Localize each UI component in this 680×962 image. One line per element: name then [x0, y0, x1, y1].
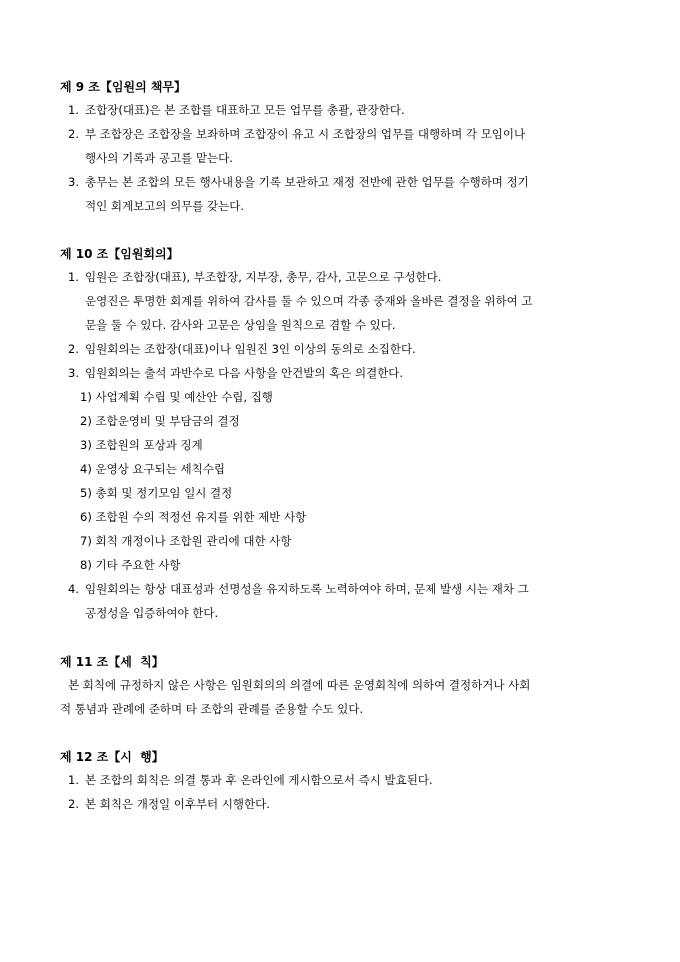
item-text: 본 회칙은 개정일 이후부터 시행한다. — [85, 797, 270, 811]
item-number: 2. — [68, 797, 79, 811]
item-text: 부 조합장은 조합장을 보좌하며 조합장이 유고 시 조합장의 업무를 대행하며 각 모임이나 — [85, 127, 526, 141]
article-9 — [60, 76, 626, 218]
article-10-item-1-continuation: 문을 둘 수 있다. 감사와 고문은 상임을 원칙으로 겸할 수 있다. — [85, 318, 396, 332]
article-10-subitem-6: 6) 조합원 수의 적정선 유지를 위한 제반 사항 — [80, 510, 307, 524]
article-10-item-2 — [60, 337, 626, 361]
article-10 — [60, 243, 626, 625]
article-12-heading: 제 12 조【시 행】 — [60, 750, 164, 764]
article-11 — [60, 651, 626, 721]
article-9-item-3 — [60, 170, 626, 194]
item-number: 2. — [68, 342, 79, 356]
article-11-paragraph-line-2: 적 통념과 관례에 준하며 타 조합의 관례를 준용할 수도 있다. — [60, 702, 364, 716]
article-10-subitem-2: 2) 조합운영비 및 부담금의 결정 — [80, 414, 240, 428]
item-text: 임원회의는 항상 대표성과 선명성을 유지하도록 노력하여야 하며, 문제 발생 시는 재차 그 — [85, 582, 529, 596]
item-text: 본 조합의 회칙은 의결 통과 후 온라인에 게시함으로서 즉시 발효된다. — [85, 773, 433, 787]
item-number: 3. — [68, 366, 79, 380]
article-10-subitem-7: 7) 회칙 개정이나 조합원 관리에 대한 사항 — [80, 534, 292, 548]
article-10-item-1 — [60, 265, 626, 289]
article-9-item-2 — [60, 122, 626, 146]
article-10-subitem-5: 5) 총회 및 정기모임 일시 결정 — [80, 486, 233, 500]
item-text: 임원회의는 출석 과반수로 다음 사항을 안건발의 혹은 의결한다. — [85, 366, 404, 380]
article-9-item-1 — [60, 98, 626, 122]
item-number: 2. — [68, 127, 79, 141]
item-number: 1. — [68, 270, 79, 284]
item-text: 임원은 조합장(대표), 부조합장, 지부장, 총무, 감사, 고문으로 구성한다. — [85, 270, 442, 284]
article-10-subitem-4: 4) 운영상 요구되는 세칙수립 — [80, 462, 225, 476]
article-10-subitem-1: 1) 사업계획 수립 및 예산안 수립, 집행 — [80, 390, 273, 404]
item-text: 조합장(대표)은 본 조합를 대표하고 모든 업무를 총괄, 관장한다. — [85, 103, 405, 117]
item-text: 임원회의는 조합장(대표)이나 임원진 3인 이상의 동의로 소집한다. — [85, 342, 416, 356]
article-10-item-4 — [60, 577, 626, 601]
article-10-item-4-continuation: 공정성을 입증하여야 한다. — [85, 606, 219, 620]
article-12-item-2 — [60, 792, 626, 816]
article-10-subitem-8: 8) 기타 주요한 사항 — [80, 558, 181, 572]
article-9-item-3-continuation: 적인 회계보고의 의무를 갖는다. — [85, 199, 245, 213]
article-11-heading: 제 11 조【세 칙】 — [60, 655, 164, 669]
article-10-heading: 제 10 조【임원회의】 — [60, 247, 179, 261]
item-number: 3. — [68, 175, 79, 189]
article-10-item-1-continuation: 운영진은 투명한 회계를 위하여 감사를 둘 수 있으며 각종 중재와 올바른 결정을 위하여 고 — [85, 294, 533, 308]
article-9-heading: 제 9 조【임원의 책무】 — [60, 80, 187, 94]
item-text: 총무는 본 조합의 모든 행사내용을 기록 보관하고 재정 전반에 관한 업무를 수행하며 정기 — [85, 175, 529, 189]
article-11-paragraph-line-1: 본 회칙에 규정하지 않은 사항은 임원회의의 의결에 따른 운영회칙에 의하여 결정하거나 사회 — [68, 678, 531, 692]
article-12 — [60, 746, 626, 816]
article-9-item-2-continuation: 행사의 기록과 공고를 맡는다. — [85, 151, 233, 165]
item-number: 1. — [68, 773, 79, 787]
article-12-item-1 — [60, 768, 626, 792]
article-10-item-3 — [60, 361, 626, 385]
article-10-subitem-3: 3) 조합원의 포상과 징계 — [80, 438, 203, 452]
item-number: 1. — [68, 103, 79, 117]
item-number: 4. — [68, 582, 79, 596]
